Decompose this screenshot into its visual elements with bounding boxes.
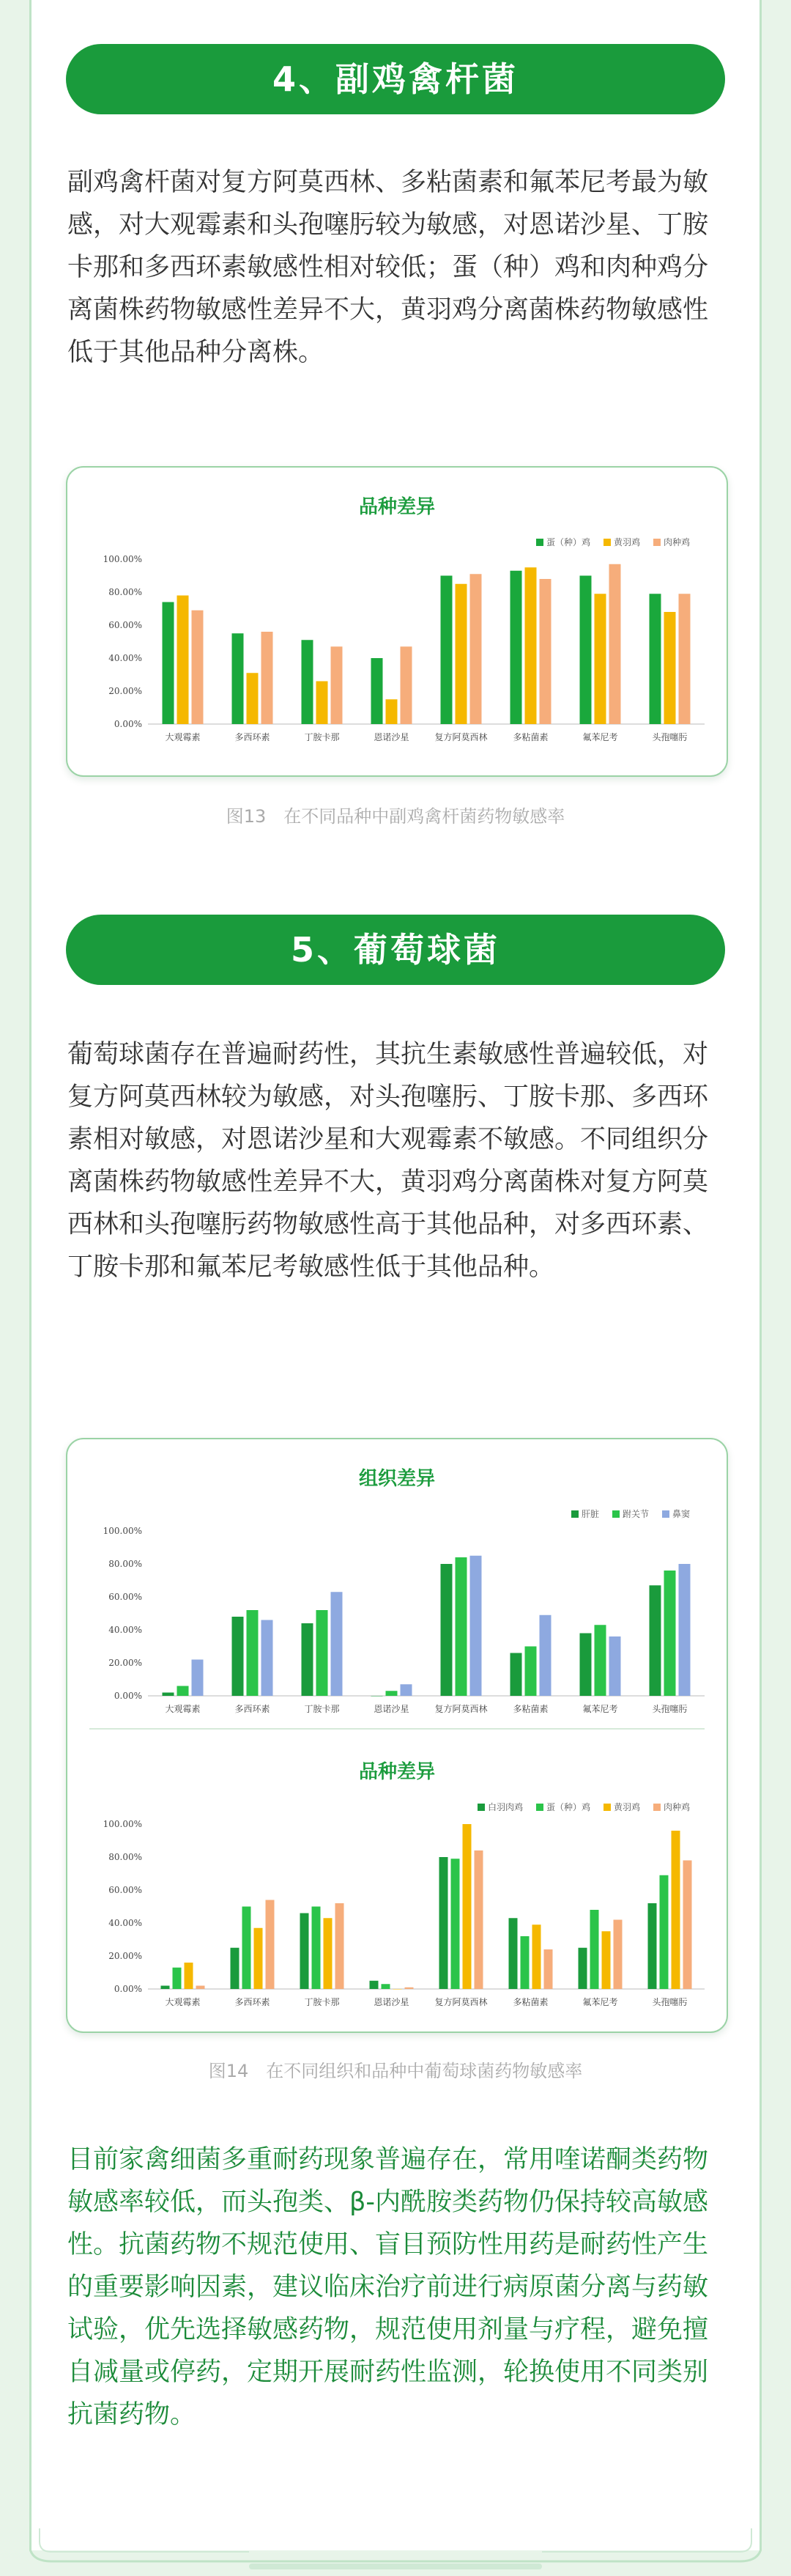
bar: [510, 571, 522, 724]
y-tick-label: 20.00%: [108, 1951, 142, 1961]
y-tick-label: 0.00%: [114, 719, 142, 729]
bar: [382, 1984, 390, 1989]
bar: [331, 646, 343, 724]
legend-swatch: [571, 1510, 579, 1518]
bar: [580, 576, 592, 725]
x-tick-label: 氟苯尼考: [582, 732, 618, 742]
bar: [609, 1636, 621, 1696]
bar: [451, 1859, 460, 1989]
bar: [177, 1686, 189, 1697]
bar: [509, 1918, 518, 1989]
y-tick-label: 20.00%: [108, 686, 142, 696]
bar: [475, 1850, 483, 1989]
x-tick-label: 多粘菌素: [513, 732, 549, 742]
legend-label: 白羽肉鸡: [488, 1802, 524, 1812]
bar: [324, 1918, 333, 1989]
chart-fig14-tissue: [67, 1439, 727, 1732]
y-tick-label: 60.00%: [108, 1885, 142, 1895]
legend-label: 蛋（种）鸡: [546, 1802, 591, 1812]
bar: [316, 682, 328, 725]
y-tick-label: 80.00%: [108, 587, 142, 597]
bar: [510, 1653, 522, 1697]
legend-swatch: [604, 1804, 611, 1811]
x-tick-label: 恩诺沙星: [374, 732, 409, 742]
bar: [614, 1920, 623, 1990]
legend-label: 蛋（种）鸡: [546, 537, 591, 547]
x-tick-label: 多西环素: [234, 1997, 270, 2007]
chart-title: 品种差异: [358, 496, 436, 518]
section-5-paragraph: 葡萄球菌存在普遍耐药性，其抗生素敏感性普遍较低，对复方阿莫西林较为敏感，对头孢噻肟、丁胺卡那、多西环素相对敏感，对恩诺沙星和大观霉素不敏感。不同组织分离菌株药物敏感性差异不大，黄羽鸡分离菌株对复方阿莫西林和头孢噻肟药物敏感性高于其他品种，对多西环素、丁胺卡那和氟苯尼考敏感性低于其他品种。: [67, 1040, 709, 1282]
bar: [335, 1903, 344, 1989]
bar: [370, 1981, 379, 1989]
legend-label: 肝脏: [582, 1509, 600, 1519]
y-tick-label: 80.00%: [108, 1559, 142, 1569]
y-tick-label: 100.00%: [103, 1526, 142, 1536]
bar: [386, 1691, 398, 1696]
bar: [463, 1824, 472, 1989]
bar: [470, 574, 482, 724]
x-tick-label: 头孢噻肟: [652, 1704, 688, 1714]
section-5-title: 5、葡萄球菌: [66, 915, 725, 985]
x-tick-label: 大观霉素: [165, 1704, 201, 1714]
bar: [470, 1556, 482, 1696]
bar: [683, 1861, 692, 1990]
x-tick-label: 丁胺卡那: [304, 1704, 340, 1714]
section-4-paragraph: 副鸡禽杆菌对复方阿莫西林、多粘菌素和氟苯尼考最为敏感，对大观霉素和头孢噻肟较为敏感，对恩诺沙星、丁胺卡那和多西环素敏感性相对较低；蛋（种）鸡和肉种鸡分离菌株药物敏感性差异不大，黄羽鸡分离菌株药物敏感性低于其他品种分离株。: [67, 168, 709, 367]
chart-title: 品种差异: [358, 1761, 436, 1783]
bar: [441, 1564, 453, 1696]
y-tick-label: 20.00%: [108, 1658, 142, 1668]
x-tick-label: 恩诺沙星: [374, 1997, 409, 2007]
bar: [331, 1592, 343, 1696]
legend-swatch: [536, 1804, 543, 1811]
bar: [525, 567, 537, 724]
bar: [401, 1684, 412, 1696]
legend-swatch: [662, 1510, 669, 1518]
frame-corner-lines: [29, 2521, 762, 2565]
bar: [386, 699, 398, 724]
y-tick-label: 0.00%: [114, 1984, 142, 1994]
x-tick-label: 多西环素: [234, 1704, 270, 1714]
bar: [602, 1931, 611, 1989]
bar: [580, 1634, 592, 1697]
legend-label: 黄羽鸡: [614, 1802, 641, 1812]
conclusion-paragraph: 目前家禽细菌多重耐药现象普遍存在，常用喹诺酮类药物敏感率较低，而头孢类、β-内酰胺类药物仍保持较高敏感性。抗菌药物不规范使用、盲目预防性用药是耐药性产生的重要影响因素，建议临床治疗前进行病原菌分离与药敏试验，优先选择敏感药物，规范使用剂量与疗程，避免擅自减量或停药，定期开展耐药性监测，轮换使用不同类别抗菌药物。: [67, 2145, 709, 2429]
bar: [163, 1693, 174, 1697]
bar: [532, 1924, 541, 1989]
legend-swatch: [536, 539, 543, 546]
bottom-dash: [249, 2564, 542, 2569]
bar: [456, 584, 467, 724]
bar: [595, 1625, 606, 1696]
x-tick-label: 恩诺沙星: [374, 1704, 409, 1714]
bar: [405, 1988, 414, 1989]
bar: [254, 1928, 263, 1989]
legend-label: 鼻窦: [672, 1509, 691, 1519]
x-tick-label: 复方阿莫西林: [434, 732, 488, 742]
legend-label: 跗关节: [623, 1509, 650, 1519]
bar: [441, 576, 453, 725]
x-tick-label: 大观霉素: [165, 1997, 201, 2007]
x-tick-label: 大观霉素: [165, 732, 201, 742]
bar: [648, 1903, 657, 1989]
bar: [393, 1989, 402, 1990]
bar: [161, 1986, 170, 1990]
x-tick-label: 头孢噻肟: [652, 732, 688, 742]
chart-box-fig13: [66, 466, 728, 777]
bar: [650, 1585, 661, 1696]
x-tick-label: 氟苯尼考: [582, 1704, 618, 1714]
bar: [521, 1936, 530, 1989]
x-tick-label: 头孢噻肟: [652, 1997, 688, 2007]
chart-fig13: [67, 468, 727, 775]
bar: [177, 596, 189, 725]
y-tick-label: 100.00%: [103, 1819, 142, 1829]
bar: [232, 633, 244, 724]
y-tick-label: 40.00%: [108, 1625, 142, 1635]
bar: [672, 1831, 680, 1989]
bar: [371, 658, 383, 724]
y-tick-label: 80.00%: [108, 1852, 142, 1862]
bar: [544, 1949, 553, 1989]
y-tick-label: 40.00%: [108, 1918, 142, 1928]
bar: [456, 1557, 467, 1696]
bar: [595, 594, 606, 724]
legend-swatch: [604, 539, 611, 546]
y-tick-label: 0.00%: [114, 1691, 142, 1701]
chart-divider: [89, 1728, 705, 1730]
bar: [679, 1564, 691, 1696]
bar: [660, 1875, 669, 1989]
bar: [312, 1907, 321, 1990]
bar: [609, 564, 621, 724]
bar: [163, 602, 174, 725]
bar: [247, 1610, 259, 1696]
x-tick-label: 多西环素: [234, 732, 270, 742]
bar: [247, 673, 259, 724]
bar: [525, 1647, 537, 1697]
legend-swatch: [653, 1804, 661, 1811]
x-tick-label: 丁胺卡那: [304, 1997, 340, 2007]
bar: [540, 1615, 552, 1696]
legend-label: 肉种鸡: [664, 537, 691, 547]
legend-swatch: [653, 539, 661, 546]
bar: [185, 1963, 193, 1989]
bar: [371, 1696, 383, 1697]
legend-label: 黄羽鸡: [614, 537, 641, 547]
x-tick-label: 复方阿莫西林: [434, 1997, 488, 2007]
bar: [316, 1610, 328, 1696]
legend-swatch: [612, 1510, 620, 1518]
bar: [439, 1857, 448, 1989]
y-tick-label: 60.00%: [108, 1592, 142, 1602]
chart-box-fig14: [66, 1438, 728, 2033]
x-tick-label: 多粘菌素: [513, 1704, 549, 1714]
bar: [650, 594, 661, 724]
bar: [266, 1900, 275, 1990]
bar: [192, 1660, 204, 1697]
x-tick-label: 丁胺卡那: [304, 732, 340, 742]
bar: [590, 1910, 599, 1989]
y-tick-label: 100.00%: [103, 554, 142, 564]
y-tick-label: 40.00%: [108, 653, 142, 663]
bar: [664, 612, 676, 724]
section-4-title: 4、副鸡禽杆菌: [66, 44, 725, 114]
chart-fig14-breed: [67, 1732, 727, 2026]
bar: [679, 594, 691, 724]
bar: [302, 640, 313, 724]
bar: [401, 646, 412, 724]
bottom-decoration: [29, 2521, 762, 2565]
bar: [261, 632, 273, 724]
legend-label: 肉种鸡: [664, 1802, 691, 1812]
bar: [196, 1986, 205, 1990]
bar: [242, 1907, 251, 1990]
bar: [302, 1623, 313, 1696]
bar: [664, 1571, 676, 1696]
bar: [173, 1968, 182, 1989]
legend-swatch: [478, 1804, 485, 1811]
bar: [192, 610, 204, 724]
bar: [300, 1913, 309, 1990]
chart-title: 组织差异: [358, 1468, 436, 1490]
bar: [231, 1948, 239, 1989]
x-tick-label: 多粘菌素: [513, 1997, 549, 2007]
figure-14-caption: 图14 在不同组织和品种中葡萄球菌药物敏感率: [208, 2061, 583, 2081]
x-tick-label: 氟苯尼考: [582, 1997, 618, 2007]
x-tick-label: 复方阿莫西林: [434, 1704, 488, 1714]
bar: [232, 1617, 244, 1696]
figure-13-caption: 图13 在不同品种中副鸡禽杆菌药物敏感率: [226, 806, 565, 827]
bar: [579, 1948, 587, 1989]
y-tick-label: 60.00%: [108, 620, 142, 630]
bar: [261, 1620, 273, 1697]
bar: [540, 579, 552, 724]
